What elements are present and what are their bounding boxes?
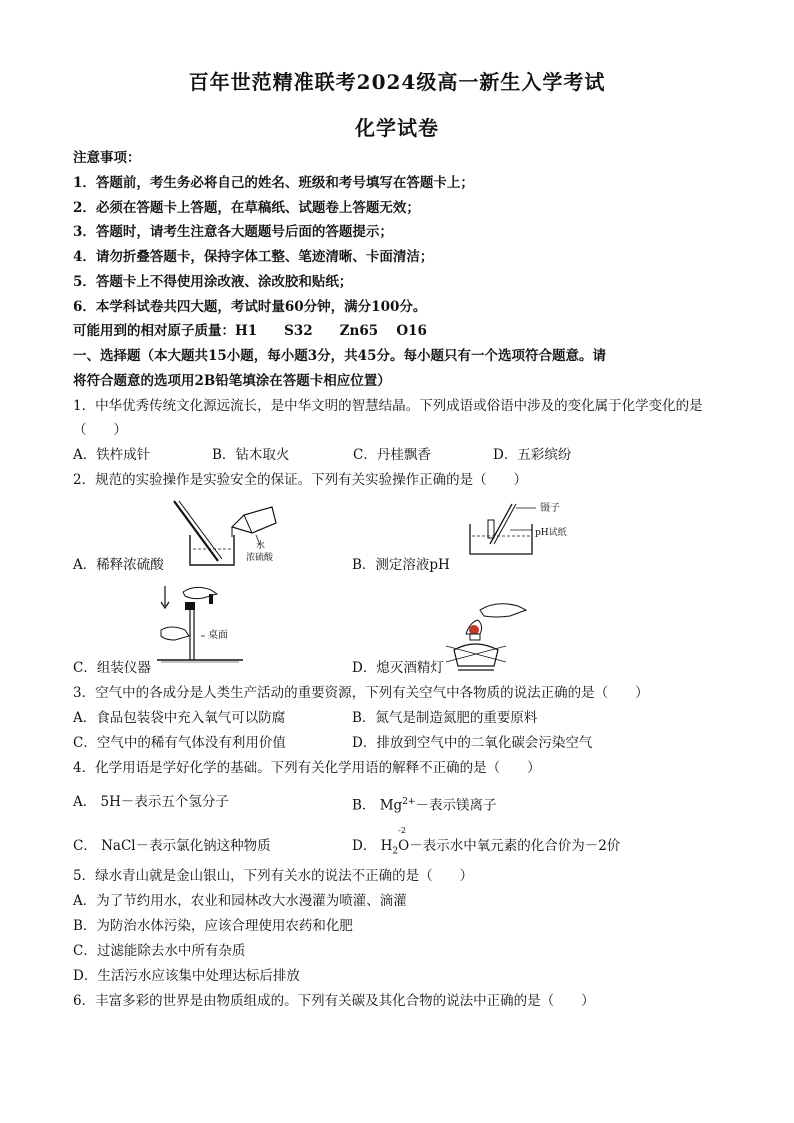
q2-option-d: D．熄灭酒精灯 bbox=[352, 660, 444, 676]
fig-label-water: 水 bbox=[256, 541, 266, 551]
exam-subtitle: 化学试卷 bbox=[355, 116, 439, 140]
q3-stem: 3．空气中的各成分是人类生产活动的重要资源，下列有关空气中各物质的说法正确的是（ ） bbox=[73, 685, 649, 701]
q4-option-d-prefix: D． H bbox=[352, 838, 393, 854]
q5-option-c: C．过滤能除去水中所有杂质 bbox=[73, 943, 246, 959]
q5-stem: 5．绿水青山就是金山银山，下列有关水的说法不正确的是（ ） bbox=[73, 868, 474, 884]
q4-option-d-oxygen bbox=[398, 826, 410, 855]
q4-option-b bbox=[352, 793, 496, 815]
q4-option-b-text: －表示镁离子 bbox=[415, 797, 497, 814]
q4-option-b-charge: 2+ bbox=[402, 797, 416, 807]
fig-label-tweezers: 镊子 bbox=[540, 503, 560, 514]
q3-option-d: D．排放到空气中的二氧化碳会污染空气 bbox=[352, 735, 593, 751]
q3-option-a: A．食品包装袋中充入氧气可以防腐 bbox=[73, 710, 286, 726]
q6-stem: 6．丰富多彩的世界是由物质组成的。下列有关碳及其化合物的说法中正确的是（ ） bbox=[73, 993, 595, 1009]
q3-option-c: C．空气中的稀有气体没有利用价值 bbox=[73, 735, 286, 751]
q2-option-c: C．组装仪器 bbox=[73, 660, 151, 676]
q4-option-b-prefix: B． Mg bbox=[352, 797, 403, 814]
q2-option-a: A．稀释浓硫酸 bbox=[73, 557, 164, 573]
figure-alcohol-lamp bbox=[440, 600, 535, 672]
notice-item-2: 2．必须在答题卡上答题，在草稿纸、试题卷上答题无效； bbox=[73, 200, 420, 216]
q4-option-c: C． NaCl－表示氯化钠这种物质 bbox=[73, 838, 271, 854]
figure-assemble-apparatus bbox=[155, 580, 245, 664]
q1-stem: 1．中华优秀传统文化源远流长，是中华文明的智慧结晶。下列成语或俗语中涉及的变化属于化学变化的是 bbox=[73, 398, 703, 414]
q1-option-c: C．丹桂飘香 bbox=[353, 447, 431, 463]
notice-item-4: 4．请勿折叠答题卡，保持字体工整、笔迹清晰、卡面清洁； bbox=[73, 249, 434, 265]
q2-option-b: B．测定溶液pH bbox=[352, 557, 450, 573]
q5-option-d: D．生活污水应该集中处理达标后排放 bbox=[73, 968, 300, 984]
notice-item-6: 6．本学科试卷共四大题，考试时量60分钟，满分100分。 bbox=[73, 299, 427, 315]
q4-option-d bbox=[352, 826, 621, 861]
notice-item-5: 5．答题卡上不得使用涂改液、涂改胶和贴纸； bbox=[73, 274, 353, 290]
q1-option-b: B．钻木取火 bbox=[212, 447, 290, 463]
q4-option-d-text: －表示水中氧元素的化合价为－2价 bbox=[409, 838, 621, 854]
section1-line2: 将符合题意的选项用2B铅笔填涂在答题卡相应位置） bbox=[73, 373, 391, 389]
q5-option-a: A．为了节约用水，农业和园林改大水漫灌为喷灌、滴灌 bbox=[73, 893, 407, 909]
q4-option-d-subscript: 2 bbox=[392, 846, 399, 857]
q4-option-a: A． 5H－表示五个氢分子 bbox=[73, 794, 229, 810]
exam-title: 百年世范精准联考2024级高一新生入学考试 bbox=[188, 70, 606, 94]
notice-item-1: 1．答题前，考生务必将自己的姓名、班级和考号填写在答题卡上； bbox=[73, 175, 474, 191]
q1-option-a: A．铁杵成针 bbox=[73, 447, 151, 463]
q4-stem: 4．化学用语是学好化学的基础。下列有关化学用语的解释不正确的是（ ） bbox=[73, 760, 541, 776]
q4-option-d-valence: -2 bbox=[398, 826, 406, 835]
notice-heading: 注意事项： bbox=[73, 150, 141, 166]
q1-stem-bracket: （ ） bbox=[73, 422, 127, 438]
section1-line1: 一、选择题（本大题共15小题，每小题3分，共45分。每小题只有一个选项符合题意。请 bbox=[73, 348, 606, 364]
atomic-mass-line: 可能用到的相对原子质量：H1 S32 Zn65 O16 bbox=[73, 323, 427, 339]
fig-label-acid: 浓硫酸 bbox=[246, 553, 274, 563]
fig-label-ph-paper: pH试纸 bbox=[535, 528, 567, 538]
figure-dilute-acid bbox=[160, 497, 300, 569]
q2-stem: 2．规范的实验操作是实验安全的保证。下列有关实验操作正确的是（ ） bbox=[73, 472, 528, 488]
q4-option-d-o: O bbox=[398, 838, 410, 854]
q3-option-b: B．氮气是制造氮肥的重要原料 bbox=[352, 710, 538, 726]
notice-item-3: 3．答题时，请考生注意各大题题号后面的答题提示； bbox=[73, 224, 393, 240]
q5-option-b: B．为防治水体污染，应该合理使用农药和化肥 bbox=[73, 918, 353, 934]
fig-label-desk: 桌面 bbox=[208, 630, 228, 641]
q1-option-d: D．五彩缤纷 bbox=[493, 447, 572, 463]
